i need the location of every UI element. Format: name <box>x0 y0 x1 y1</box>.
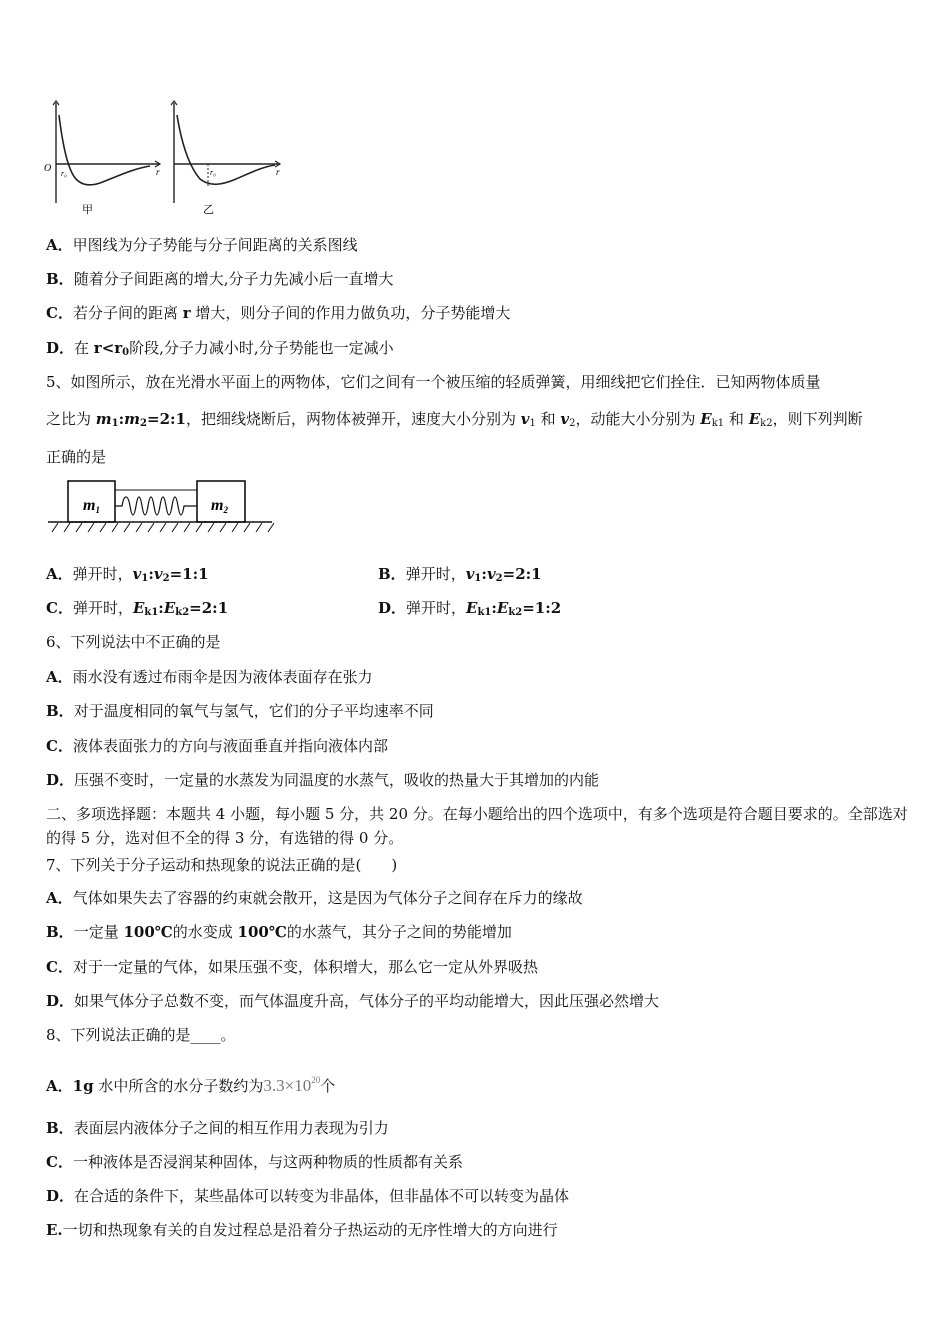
option-key: B． <box>46 923 74 941</box>
subscript: 1 <box>529 418 536 429</box>
text: : <box>148 565 154 583</box>
subscript: k1 <box>477 607 492 618</box>
option-key: D． <box>46 992 75 1010</box>
option-key: B． <box>46 1119 74 1137</box>
graph-yi-r0: r₀ <box>210 168 216 177</box>
block-m1-label: m <box>83 497 96 514</box>
q7-stem: 7、下列关于分子运动和热现象的说法正确的是( ) <box>46 856 398 874</box>
subscript: k1 <box>711 418 725 429</box>
q5-stem-line1: 5、如图所示，放在光滑水平面上的两物体，它们之间有一个被压缩的轻质弹簧，用细线把它们拴住．已知两物体质量 <box>46 373 821 391</box>
subscript: 2 <box>140 418 148 429</box>
text: 之比为 <box>46 410 96 428</box>
q6-option-d[interactable] <box>46 770 599 790</box>
value: =1:1 <box>169 565 209 583</box>
option-key: A． <box>46 565 73 583</box>
option-key: D． <box>46 1187 75 1205</box>
option-key: C． <box>46 1153 73 1171</box>
var: E <box>496 599 509 617</box>
var: E <box>132 599 145 617</box>
option-text: 随着分子间距离的增大,分子力先减小后一直增大 <box>73 270 394 288</box>
graph-jia-origin: O <box>44 163 52 174</box>
var: v <box>153 565 163 583</box>
graph-yi-axis-r: r <box>276 167 280 177</box>
q7-option-a[interactable] <box>46 888 583 908</box>
option-text: 雨水没有透过布雨伞是因为液体表面存在张力 <box>72 668 373 686</box>
option-text: 在 <box>74 339 94 357</box>
option-key: A． <box>46 236 73 254</box>
q8-option-e[interactable] <box>46 1220 558 1240</box>
var-ek2: E <box>748 410 761 428</box>
q8-option-c[interactable] <box>46 1152 463 1172</box>
ratio: =2:1 <box>147 410 186 428</box>
subscript: k2 <box>508 607 523 618</box>
q5-option-b[interactable] <box>378 564 542 589</box>
var-m1: m <box>95 410 112 428</box>
text: ，动能大小分别为 <box>575 410 701 428</box>
text: : <box>481 565 487 583</box>
var: E <box>466 599 478 617</box>
option-text: 的水蒸气，其分子之间的势能增加 <box>286 923 512 941</box>
value: =1:2 <box>522 599 562 617</box>
option-key: A． <box>46 668 73 686</box>
q6-stem: 6、下列说法中不正确的是 <box>46 633 221 651</box>
option-key: C． <box>46 304 73 322</box>
option-text: 一定量 <box>73 923 124 941</box>
option-key: A． <box>46 1077 73 1095</box>
graph-jia-label: 甲 <box>82 203 93 216</box>
temperature: 100℃ <box>237 923 287 941</box>
option-text: 对于一定量的气体，如果压强不变，体积增大，那么它一定从外界吸热 <box>72 958 538 976</box>
subscript: 1 <box>474 573 482 584</box>
spring-blocks-figure <box>44 476 276 534</box>
subscript: 2 <box>495 573 503 584</box>
q6-option-c[interactable] <box>46 736 388 756</box>
graph-jia-axis-r: r <box>156 167 160 177</box>
option-text: 阶段,分子力减小时,分子势能也一定减小 <box>129 339 394 357</box>
option-key: C． <box>46 737 73 755</box>
sci-notation <box>263 1076 320 1095</box>
option-key: B． <box>46 270 74 288</box>
option-text: 若分子间的距离 <box>72 304 183 322</box>
var-ek1: E <box>700 410 712 428</box>
option-text: 甲图线为分子势能与分子间距离的关系图线 <box>72 236 358 254</box>
q8-option-b[interactable] <box>46 1118 389 1138</box>
text: : <box>491 599 497 617</box>
text: 和 <box>535 410 561 428</box>
var: v <box>132 565 142 583</box>
molecular-graphs-figure <box>40 95 300 225</box>
subscript: k2 <box>760 418 773 429</box>
text: 和 <box>724 410 749 428</box>
subscript: 2 <box>569 418 576 429</box>
value: =2:1 <box>502 565 542 583</box>
graph-yi-label: 乙 <box>203 203 214 216</box>
block-m2-sub: 2 <box>223 505 228 515</box>
var: E <box>163 599 176 617</box>
option-key: B． <box>378 565 406 583</box>
sci-base: 3.3×10 <box>263 1076 312 1095</box>
option-text: 压强不变时，一定量的水蒸发为同温度的水蒸气，吸收的热量大于其增加的内能 <box>74 771 600 789</box>
option-text: 水中所含的水分子数约为 <box>93 1077 264 1095</box>
var-m2: m <box>124 410 141 428</box>
option-text: 增大，则分子间的作用力做负功，分子势能增大 <box>190 304 511 322</box>
q4-option-d[interactable] <box>46 338 394 363</box>
option-text: 一种液体是否浸润某种固体，与这两种物质的性质都有关系 <box>72 1153 463 1171</box>
text: : <box>118 410 125 428</box>
option-text: 对于温度相同的氧气与氢气，它们的分子平均速率不同 <box>73 702 434 720</box>
option-key: D． <box>46 339 75 357</box>
variable-r: r<r <box>93 339 123 357</box>
q8-option-d[interactable] <box>46 1186 569 1206</box>
text: ，把细线烧断后，两物体被弹开，速度大小分别为 <box>186 410 521 428</box>
q7-option-c[interactable] <box>46 957 538 977</box>
var-v1: v <box>520 410 530 428</box>
option-key: C． <box>46 599 73 617</box>
option-text: 表面层内液体分子之间的相互作用力表现为引力 <box>73 1119 389 1137</box>
option-text: 的水变成 <box>172 923 238 941</box>
var: v <box>465 565 475 583</box>
var-v2: v <box>560 410 570 428</box>
subscript: 0 <box>122 347 130 358</box>
q8-stem: 8、下列说法正确的是____。 <box>46 1026 236 1044</box>
text: ，则下列判断 <box>772 410 863 428</box>
option-text: 弹开时， <box>72 599 133 617</box>
option-text: 如果气体分子总数不变，而气体温度升高，气体分子的平均动能增大，因此压强必然增大 <box>74 992 660 1010</box>
q5-option-d[interactable] <box>378 598 561 623</box>
q4-option-b[interactable] <box>46 269 393 289</box>
sci-exponent: 20 <box>311 1075 321 1085</box>
subscript: 1 <box>111 418 119 429</box>
subscript: k1 <box>144 607 159 618</box>
q6-option-a[interactable] <box>46 667 373 687</box>
option-text: 弹开时， <box>405 565 466 583</box>
subscript: 1 <box>141 573 149 584</box>
option-key: D． <box>378 599 407 617</box>
q7-option-b[interactable] <box>46 922 512 942</box>
q7-option-d[interactable] <box>46 991 659 1011</box>
option-text: 在合适的条件下，某些晶体可以转变为非晶体，但非晶体不可以转变为晶体 <box>74 1187 570 1205</box>
q8-option-a[interactable] <box>46 1070 335 1096</box>
option-key: E. <box>46 1221 63 1239</box>
q4-option-a[interactable] <box>46 235 358 255</box>
mass: 1g <box>72 1077 94 1095</box>
section2-instructions: 二、多项选择题：本题共 4 小题，每小题 5 分，共 20 分。在每小题给出的四个选项中，有多个选项是符合题目要求的。全部选对的得 5 分，选对但不全的得 3 分，有选错的得 0 分。 <box>46 805 908 847</box>
option-key: B． <box>46 702 74 720</box>
option-text: 液体表面张力的方向与液面垂直并指向液体内部 <box>72 737 388 755</box>
temperature: 100℃ <box>123 923 173 941</box>
q4-option-c[interactable] <box>46 303 510 323</box>
var: v <box>486 565 496 583</box>
option-text: 弹开时， <box>406 599 467 617</box>
q6-option-b[interactable] <box>46 701 434 721</box>
q5-option-a[interactable] <box>46 564 209 589</box>
option-text: 个 <box>320 1077 336 1095</box>
q5-option-c[interactable] <box>46 598 228 623</box>
q5-stem-line3: 正确的是 <box>46 448 107 466</box>
option-text: 一切和热现象有关的自发过程总是沿着分子热运动的无序性增大的方向进行 <box>62 1221 558 1239</box>
graph-jia-r0: r₀ <box>61 169 67 178</box>
text: : <box>158 599 164 617</box>
block-m1-sub: 1 <box>95 505 100 515</box>
option-key: A． <box>46 889 73 907</box>
subscript: 2 <box>162 573 170 584</box>
option-key: C． <box>46 958 73 976</box>
option-text: 弹开时， <box>72 565 133 583</box>
subscript: k2 <box>175 607 190 618</box>
option-text: 气体如果失去了容器的约束就会散开，这是因为气体分子之间存在斥力的缘故 <box>72 889 583 907</box>
variable-r: r <box>182 304 191 322</box>
option-key: D． <box>46 771 75 789</box>
value: =2:1 <box>189 599 229 617</box>
q5-stem-line2 <box>46 409 863 434</box>
block-m2-label: m <box>211 497 224 514</box>
